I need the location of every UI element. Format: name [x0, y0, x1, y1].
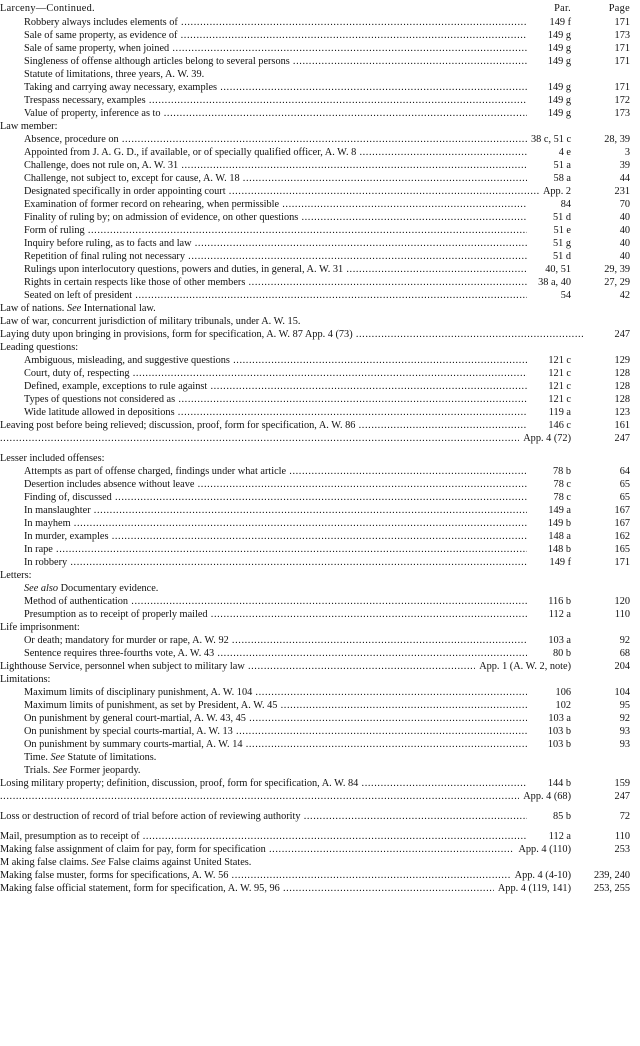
entry-paragraph-ref: 102 — [555, 700, 571, 711]
entry-text: Attempts as part of offense charged, findings under what article ..... — [0, 465, 527, 478]
entry-page-ref: 29, 39 — [604, 264, 630, 275]
entry-text: Singleness of offense although articles belong to several persons ..... — [0, 55, 527, 68]
entry-text: Loss or destruction of record of trial before action of reviewing authority ..... — [0, 810, 527, 823]
entry-page-ref: 123 — [614, 407, 630, 418]
index-entry — [0, 647, 640, 660]
entry-text: Mail, presumption as to receipt of ..... — [0, 830, 527, 843]
index-entry — [0, 406, 640, 419]
index-entry — [0, 172, 640, 185]
entry-paragraph-ref: 149 g — [547, 56, 571, 67]
entry-text: Court, duty of, respecting ..... — [0, 367, 527, 380]
entry-paragraph-ref: 112 a — [548, 831, 571, 842]
index-entry — [0, 432, 640, 445]
index-entry — [0, 94, 640, 107]
entry-paragraph-ref: 38 c, 51 c — [531, 134, 572, 145]
entry-paragraph-ref: 144 b — [547, 778, 571, 789]
index-entry — [0, 419, 640, 432]
entry-page-ref: 65 — [619, 479, 630, 490]
entry-text: In robbery ..... — [0, 556, 527, 569]
index-entry — [0, 250, 640, 263]
index-entry — [0, 354, 640, 367]
entry-paragraph-ref: 103 b — [547, 739, 571, 750]
entry-page-ref: 3 — [624, 147, 630, 158]
entry-text: Finding of, discussed ..... — [0, 491, 527, 504]
index-entry — [0, 712, 640, 725]
entry-text: Sale of same property, as evidence of ..... — [0, 29, 527, 42]
index-entry — [0, 810, 640, 823]
index-entry — [0, 380, 640, 393]
entry-text: Law of nations. See International law. — [0, 303, 156, 314]
entry-paragraph-ref: App. 2 — [542, 186, 571, 197]
entry-text: Law of war, concurrent jurisdiction of military tribunals, under A. W. 15. — [0, 316, 301, 327]
index-entry — [0, 517, 640, 530]
entry-text: Sale of same property, when joined ..... — [0, 42, 527, 55]
entry-text: Ambiguous, misleading, and suggestive questions ..... — [0, 354, 527, 367]
entry-page-ref: 231 — [614, 186, 630, 197]
index-entry — [0, 660, 640, 673]
index-entry — [0, 882, 640, 895]
index-entry — [0, 68, 640, 81]
entry-text: Sentence requires three-fourths vote, A. W. 43 ..... — [0, 647, 527, 660]
entry-paragraph-ref: 51 d — [552, 251, 571, 262]
index-entry — [0, 556, 640, 569]
index-entry — [0, 491, 640, 504]
entry-paragraph-ref: 146 c — [548, 420, 571, 431]
entry-text: Inquiry before ruling, as to facts and law ..... — [0, 237, 527, 250]
entry-paragraph-ref: 103 a — [548, 635, 571, 646]
entry-text: Types of questions not considered as ..... — [0, 393, 527, 406]
entry-paragraph-ref: 40, 51 — [545, 264, 571, 275]
entry-paragraph-ref: 149 g — [547, 82, 571, 93]
entry-paragraph-ref: 106 — [555, 687, 571, 698]
entry-text: Challenge, does not rule on, A. W. 31 ..... — [0, 159, 527, 172]
entry-page-ref: 171 — [614, 43, 630, 54]
index-entry — [0, 198, 640, 211]
entry-page-ref: 173 — [614, 108, 630, 119]
entry-text: Maximum limits of punishment, as set by President, A. W. 45 ..... — [0, 699, 527, 712]
entry-text: Limitations: — [0, 674, 51, 685]
index-entry — [0, 582, 640, 595]
entry-paragraph-ref: 149 f — [549, 17, 571, 28]
index-entry — [0, 341, 640, 354]
entry-paragraph-ref: 119 a — [548, 407, 571, 418]
entry-paragraph-ref: 4 e — [558, 147, 571, 158]
entry-page-ref: 171 — [614, 82, 630, 93]
index-entry — [0, 777, 640, 790]
entry-page-ref: 120 — [614, 596, 630, 607]
entry-page-ref: 40 — [619, 251, 630, 262]
index-entry — [0, 42, 640, 55]
entry-page-ref: 204 — [614, 661, 630, 672]
entry-page-ref: 104 — [614, 687, 630, 698]
index-entry — [0, 159, 640, 172]
entry-page-ref: 162 — [614, 531, 630, 542]
entry-page-ref: 110 — [614, 831, 630, 842]
entry-text: On punishment by special courts-martial, A. W. 13 ..... — [0, 725, 527, 738]
index-entry — [0, 328, 640, 341]
entry-paragraph-ref: 121 c — [548, 368, 571, 379]
index-entry — [0, 504, 640, 517]
entry-page-ref: 42 — [619, 290, 630, 301]
index-entry — [0, 478, 640, 491]
entry-page-ref: 253, 255 — [593, 883, 630, 894]
entry-paragraph-ref: App. 4 (4-10) — [514, 870, 571, 881]
index-entry — [0, 133, 640, 146]
index-entry — [0, 55, 640, 68]
entry-page-ref: 167 — [614, 505, 630, 516]
entry-text: Taking and carrying away necessary, examples ..... — [0, 81, 527, 94]
entry-text: On punishment by general court-martial, A. W. 43, 45 ..... — [0, 712, 527, 725]
entry-text: Robbery always includes elements of ..... — [0, 16, 527, 29]
index-entry — [0, 869, 640, 882]
entry-paragraph-ref: 103 a — [548, 713, 571, 724]
entry-text: In manslaughter ..... — [0, 504, 527, 517]
index-page — [0, 2, 640, 895]
entry-paragraph-ref: 51 e — [553, 225, 571, 236]
entry-text: Desertion includes absence without leave ..... — [0, 478, 527, 491]
entry-paragraph-ref: 51 d — [552, 212, 571, 223]
entry-page-ref: 128 — [614, 394, 630, 405]
index-entry — [0, 107, 640, 120]
index-entry — [0, 751, 640, 764]
entry-page-ref: 247 — [614, 791, 630, 802]
entry-paragraph-ref: 149 b — [547, 518, 571, 529]
entry-text: M aking false claims. See False claims against United States. — [0, 857, 252, 868]
entry-text: Leaving post before being relieved; discussion, proof, form for specification, A. W. 86 ..... — [0, 419, 527, 432]
entry-page-ref: 40 — [619, 225, 630, 236]
entry-text: Presumption as to receipt of properly mailed ..... — [0, 608, 527, 621]
index-entry — [0, 790, 640, 803]
entry-text: Or death; mandatory for murder or rape, A. W. 92 ..... — [0, 634, 527, 647]
entry-paragraph-ref: App. 4 (72) — [523, 433, 571, 444]
entry-page-ref: 70 — [619, 199, 630, 210]
index-entry — [0, 393, 640, 406]
entry-page-ref: 171 — [614, 17, 630, 28]
section-heading: Larceny—Continued. — [0, 3, 95, 14]
entry-paragraph-ref: 78 b — [552, 466, 571, 477]
entry-text: Rights in certain respects like those of other members ..... — [0, 276, 527, 289]
entry-paragraph-ref: 112 a — [548, 609, 571, 620]
entry-paragraph-ref: 103 b — [547, 726, 571, 737]
index-entry — [0, 185, 640, 198]
index-entry — [0, 367, 640, 380]
entry-paragraph-ref: App. 1 (A. W. 2, note) — [479, 661, 571, 672]
index-entry — [0, 211, 640, 224]
entry-paragraph-ref: 38 a, 40 — [538, 277, 571, 288]
entry-page-ref: 28, 39 — [604, 134, 630, 145]
entry-paragraph-ref: 78 c — [553, 479, 571, 490]
entry-page-ref: 39 — [619, 160, 630, 171]
entry-text: Making false muster, forms for specifications, A. W. 56 ..... — [0, 869, 511, 882]
entry-page-ref: 161 — [614, 420, 630, 431]
entry-text: Life imprisonment: — [0, 622, 80, 633]
entry-page-ref: 247 — [614, 433, 630, 444]
entry-text: In rape ..... — [0, 543, 527, 556]
entry-paragraph-ref: 149 g — [547, 95, 571, 106]
entry-text: In murder, examples ..... — [0, 530, 527, 543]
index-entry — [0, 276, 640, 289]
entry-page-ref: 68 — [619, 648, 630, 659]
entry-text: Examination of former record on rehearing, when permissible ..... — [0, 198, 527, 211]
entry-text: Making false assignment of claim for pay, form for specification ..... — [0, 843, 514, 856]
par-column-header: Par. — [554, 3, 571, 14]
entry-paragraph-ref: 51 g — [552, 238, 571, 249]
entry-page-ref: 239, 240 — [593, 870, 630, 881]
entry-text: Letters: — [0, 570, 32, 581]
index-entry — [0, 302, 640, 315]
entry-text: Repetition of final ruling not necessary ..... — [0, 250, 527, 263]
entry-page-ref: 44 — [619, 173, 630, 184]
entry-paragraph-ref: 84 — [560, 199, 571, 210]
entry-text: Statute of limitations, three years, A. W. 39. — [24, 69, 205, 80]
entry-text: Law member: — [0, 121, 58, 132]
entry-text: Laying duty upon bringing in provisions, form for specification, A. W. 87 App. 4 (73) ..... — [0, 328, 584, 341]
index-entry — [0, 699, 640, 712]
index-entry — [0, 856, 640, 869]
entry-paragraph-ref: 149 g — [547, 30, 571, 41]
entry-paragraph-ref: 121 c — [548, 394, 571, 405]
entry-text: Trespass necessary, examples ..... — [0, 94, 527, 107]
entry-page-ref: 93 — [619, 739, 630, 750]
entry-paragraph-ref: 116 b — [548, 596, 571, 607]
index-entry — [0, 237, 640, 250]
entry-text: On punishment by summary courts-martial, A. W. 14 ..... — [0, 738, 527, 751]
entry-paragraph-ref: 121 c — [548, 355, 571, 366]
index-entry — [0, 543, 640, 556]
entry-text: Method of authentication ..... — [0, 595, 527, 608]
index-entry — [0, 120, 640, 133]
index-entry — [0, 224, 640, 237]
entry-text: Lesser included offenses: — [0, 453, 105, 464]
entry-text: Value of property, inference as to ..... — [0, 107, 527, 120]
entry-text: Trials. See Former jeopardy. — [24, 765, 141, 776]
entry-page-ref: 165 — [614, 544, 630, 555]
index-entry — [0, 29, 640, 42]
index-entry — [0, 16, 640, 29]
entry-text: Designated specifically in order appointing court ..... — [0, 185, 539, 198]
index-entry — [0, 738, 640, 751]
entry-text: Time. See Statute of limitations. — [24, 752, 157, 763]
entry-text: Defined, example, exceptions to rule against ..... — [0, 380, 527, 393]
entry-page-ref: 92 — [619, 635, 630, 646]
index-entry — [0, 569, 640, 582]
entry-text — [0, 432, 519, 445]
entry-paragraph-ref: 80 b — [552, 648, 571, 659]
entry-text: Challenge, not subject to, except for cause, A. W. 18 ..... — [0, 172, 527, 185]
entry-page-ref: 172 — [614, 95, 630, 106]
entry-text — [0, 790, 519, 803]
entry-text: Appointed from J. A. G. D., if available, or of specially qualified officer, A. W. 8 ..... — [0, 146, 527, 159]
entry-paragraph-ref: 148 a — [548, 531, 571, 542]
entry-page-ref: 27, 29 — [604, 277, 630, 288]
index-entry — [0, 725, 640, 738]
entry-text: Form of ruling ..... — [0, 224, 527, 237]
index-entry — [0, 764, 640, 777]
index-entry — [0, 621, 640, 634]
index-entry — [0, 634, 640, 647]
entry-paragraph-ref: 58 a — [553, 173, 571, 184]
index-entry — [0, 263, 640, 276]
entry-page-ref: 72 — [619, 811, 630, 822]
index-entry — [0, 673, 640, 686]
entry-page-ref: 253 — [614, 844, 630, 855]
entry-page-ref: 40 — [619, 212, 630, 223]
entry-paragraph-ref: 78 c — [553, 492, 571, 503]
entry-page-ref: 247 — [614, 329, 630, 340]
page-column-header: Page — [608, 3, 630, 14]
entry-page-ref: 64 — [619, 466, 630, 477]
entry-paragraph-ref: 149 g — [547, 43, 571, 54]
entry-text: Seated on left of president ..... — [0, 289, 527, 302]
entry-page-ref: 173 — [614, 30, 630, 41]
index-entry — [0, 830, 640, 843]
entry-page-ref: 171 — [614, 56, 630, 67]
entry-page-ref: 129 — [614, 355, 630, 366]
entry-paragraph-ref: App. 4 (119, 141) — [497, 883, 571, 894]
index-entry — [0, 315, 640, 328]
entry-paragraph-ref: App. 4 (68) — [523, 791, 571, 802]
index-entry — [0, 81, 640, 94]
entry-paragraph-ref: 85 b — [552, 811, 571, 822]
entry-text: Rulings upon interlocutory questions, powers and duties, in general, A. W. 31 ..... — [0, 263, 527, 276]
entry-text: In mayhem ..... — [0, 517, 527, 530]
entry-page-ref: 92 — [619, 713, 630, 724]
entry-text: Wide latitude allowed in depositions ..... — [0, 406, 527, 419]
entry-text: Lighthouse Service, personnel when subject to military law ..... — [0, 660, 475, 673]
entry-page-ref: 167 — [614, 518, 630, 529]
index-header — [0, 2, 640, 16]
index-entries — [0, 16, 640, 895]
entry-page-ref: 159 — [614, 778, 630, 789]
index-entry — [0, 146, 640, 159]
entry-paragraph-ref: 149 g — [547, 108, 571, 119]
entry-paragraph-ref: 149 a — [548, 505, 571, 516]
entry-paragraph-ref: App. 4 (110) — [518, 844, 571, 855]
entry-page-ref: 65 — [619, 492, 630, 503]
index-entry — [0, 465, 640, 478]
entry-paragraph-ref: 149 f — [549, 557, 571, 568]
entry-text: Maximum limits of disciplinary punishment, A. W. 104 ..... — [0, 686, 527, 699]
index-entry — [0, 843, 640, 856]
entry-text: Absence, procedure on ..... — [0, 133, 527, 146]
entry-page-ref: 171 — [614, 557, 630, 568]
entry-page-ref: 128 — [614, 368, 630, 379]
entry-paragraph-ref: 54 — [560, 290, 571, 301]
entry-page-ref: 95 — [619, 700, 630, 711]
entry-page-ref: 110 — [614, 609, 630, 620]
index-entry — [0, 686, 640, 699]
index-entry — [0, 608, 640, 621]
index-entry — [0, 530, 640, 543]
index-entry — [0, 595, 640, 608]
index-entry — [0, 452, 640, 465]
entry-page-ref: 40 — [619, 238, 630, 249]
entry-text: Leading questions: — [0, 342, 79, 353]
entry-text: Losing military property; definition, discussion, proof, form for specification, A. W. 84 ..... — [0, 777, 527, 790]
entry-page-ref: 93 — [619, 726, 630, 737]
entry-paragraph-ref: 121 c — [548, 381, 571, 392]
entry-paragraph-ref: 51 a — [553, 160, 571, 171]
entry-paragraph-ref: 148 b — [547, 544, 571, 555]
entry-text: Making false official statement, form for specification, A. W. 95, 96 ..... — [0, 882, 494, 895]
entry-text: Finality of ruling by; on admission of evidence, on other questions ..... — [0, 211, 527, 224]
index-entry — [0, 289, 640, 302]
entry-page-ref: 128 — [614, 381, 630, 392]
entry-text: See also Documentary evidence. — [24, 583, 159, 594]
